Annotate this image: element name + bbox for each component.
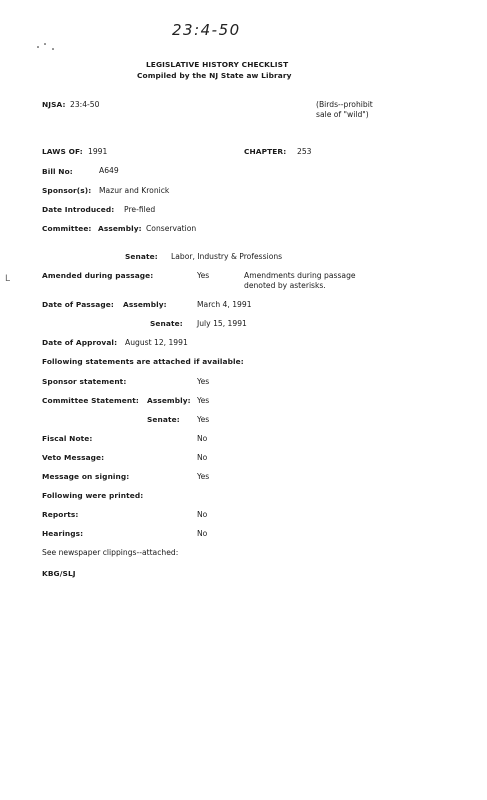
sponsor-statement-value: Yes bbox=[197, 377, 210, 386]
fiscal-note-label: Fiscal Note: bbox=[42, 434, 93, 443]
date-introduced-value: Pre-filed bbox=[124, 205, 156, 214]
amended-label: Amended during passage: bbox=[42, 271, 154, 280]
chapter-value: 253 bbox=[297, 147, 312, 156]
passage-assembly-value: March 4, 1991 bbox=[197, 300, 252, 309]
chapter-label: CHAPTER: bbox=[244, 147, 287, 156]
committee-statement-assembly-value: Yes bbox=[197, 396, 210, 405]
message-on-signing-label: Message on signing: bbox=[42, 472, 130, 481]
scan-speck bbox=[37, 46, 39, 48]
sponsors-value: Mazur and Kronick bbox=[99, 186, 170, 195]
sponsors-label: Sponsor(s): bbox=[42, 186, 92, 195]
committee-senate-value: Labor, Industry & Professions bbox=[171, 252, 283, 261]
sponsor-statement-label: Sponsor statement: bbox=[42, 377, 127, 386]
njsa-value: 23:4-50 bbox=[70, 100, 100, 109]
reports-value: No bbox=[197, 510, 208, 519]
njsa-label: NJSA: bbox=[42, 100, 66, 109]
committee-statement-assembly-label: Assembly: bbox=[147, 396, 191, 405]
committee-assembly-value: Conservation bbox=[146, 224, 197, 233]
laws-of-label: LAWS OF: bbox=[42, 147, 83, 156]
approval-label: Date of Approval: bbox=[42, 338, 118, 347]
printed-heading: Following were printed: bbox=[42, 491, 144, 500]
approval-value: August 12, 1991 bbox=[125, 338, 188, 347]
passage-senate-label: Senate: bbox=[150, 319, 183, 328]
subject-note-line2: sale of "wild") bbox=[316, 110, 369, 119]
committee-statement-label: Committee Statement: bbox=[42, 396, 139, 405]
date-introduced-label: Date Introduced: bbox=[42, 205, 115, 214]
committee-statement-senate-label: Senate: bbox=[147, 415, 180, 424]
bill-no-label: Bill No: bbox=[42, 167, 73, 176]
passage-assembly-label: Assembly: bbox=[123, 300, 167, 309]
passage-senate-value: July 15, 1991 bbox=[197, 319, 247, 328]
veto-message-value: No bbox=[197, 453, 208, 462]
scan-speck bbox=[52, 48, 54, 50]
amended-note-line1: Amendments during passage bbox=[244, 271, 356, 280]
reports-label: Reports: bbox=[42, 510, 79, 519]
statements-heading: Following statements are attached if available: bbox=[42, 357, 244, 366]
hearings-label: Hearings: bbox=[42, 529, 84, 538]
passage-label: Date of Passage: bbox=[42, 300, 114, 309]
amended-value: Yes bbox=[197, 271, 210, 280]
clippings-note: See newspaper clippings--attached: bbox=[42, 548, 179, 557]
scan-speck bbox=[44, 43, 46, 45]
committee-senate-label: Senate: bbox=[125, 252, 158, 261]
page-subtitle: Compiled by the NJ State aw Library bbox=[137, 71, 292, 80]
message-on-signing-value: Yes bbox=[197, 472, 210, 481]
handwritten-citation: 23:4-50 bbox=[172, 21, 241, 39]
committee-assembly-label: Assembly: bbox=[98, 224, 142, 233]
committee-label: Committee: bbox=[42, 224, 92, 233]
hearings-value: No bbox=[197, 529, 208, 538]
fiscal-note-value: No bbox=[197, 434, 208, 443]
margin-mark: ᒪ bbox=[5, 274, 11, 284]
amended-note-line2: denoted by asterisks. bbox=[244, 281, 326, 290]
laws-of-value: 1991 bbox=[88, 147, 108, 156]
committee-statement-senate-value: Yes bbox=[197, 415, 210, 424]
bill-no-value: A649 bbox=[99, 166, 119, 175]
subject-note-line1: (Birds--prohibit bbox=[316, 100, 373, 109]
veto-message-label: Veto Message: bbox=[42, 453, 105, 462]
page-title: LEGISLATIVE HISTORY CHECKLIST bbox=[146, 60, 289, 69]
initials: KBG/SLJ bbox=[42, 569, 76, 578]
